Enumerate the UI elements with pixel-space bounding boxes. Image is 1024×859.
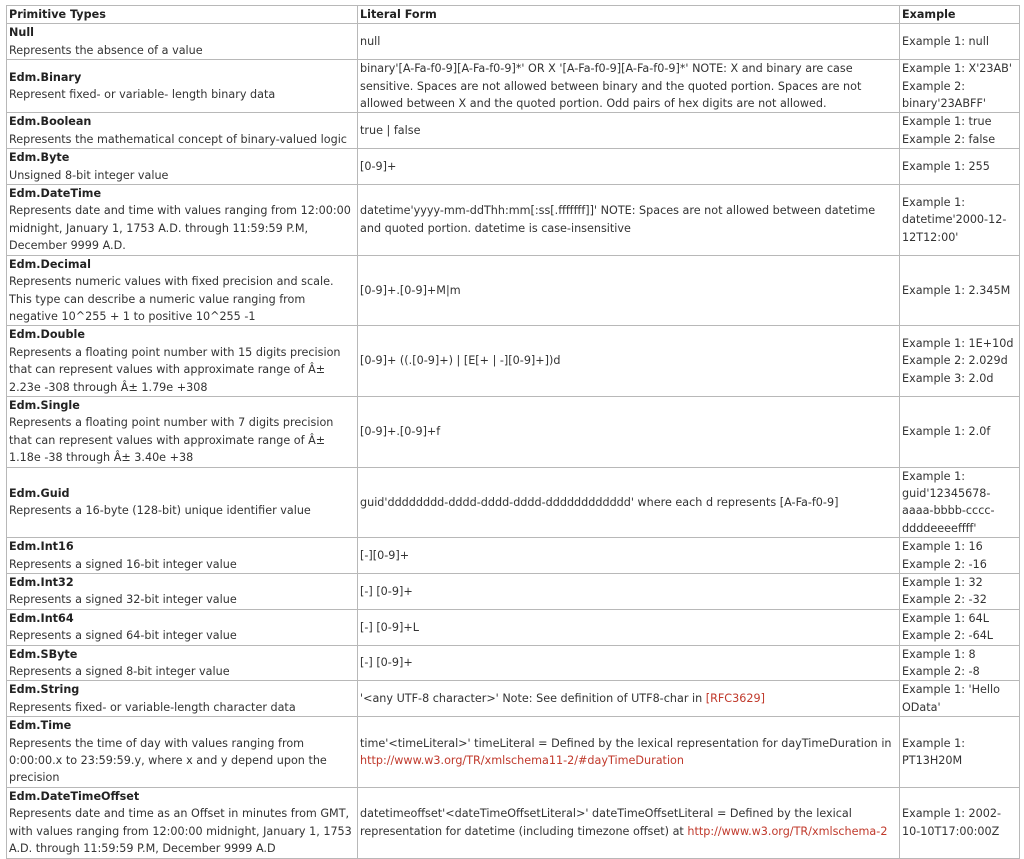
example-cell (900, 787, 1020, 858)
literal-cell: binary'[A-Fa-f0-9][A-Fa-f0-9]*' OR X '[A-Fa-f0-9][A-Fa-f0-9]*' NOTE: X and binary are case sensitive. Spaces are not allowed between binary and the quoted portion. Spaces are not allowed between X and the quoted portion. Odd pairs of hex digits are not allowed. (358, 60, 900, 113)
example-line: Example 1: 1E+10d (902, 337, 1014, 351)
example-line: Example 2: -64L (902, 629, 994, 643)
example-cell (900, 467, 1020, 538)
table-row (7, 149, 1020, 185)
example-cell (900, 574, 1020, 610)
type-description: Represent fixed- or variable- length binary data (9, 88, 276, 102)
example-line: Example 1: null (902, 35, 989, 49)
literal-cell: [0-9]+.[0-9]+M|m (358, 255, 900, 326)
type-name: Edm.SByte (9, 647, 78, 661)
type-description: Represents date and time with values ranging from 12:00:00 midnight, January 1, 1753 A.D. through 11:59:59 P.M, December 9999 A.D. (9, 204, 351, 253)
type-description: Represents a signed 64-bit integer value (9, 629, 237, 643)
header-row (7, 6, 1020, 24)
example-cell (900, 645, 1020, 681)
example-line: Example 1: 255 (902, 159, 990, 173)
type-description: Represents date and time as an Offset in minutes from GMT, with values ranging from 12:00:00 midnight, January 1, 1753 A.D. through 11:59:59 P.M, December 9999 A.D (9, 807, 352, 856)
table-row (7, 326, 1020, 397)
table-row (7, 645, 1020, 681)
type-name: Edm.DateTime (9, 187, 102, 201)
type-name: Edm.Int16 (9, 540, 74, 554)
example-cell (900, 255, 1020, 326)
type-name: Edm.Boolean (9, 115, 92, 129)
type-cell (7, 149, 358, 185)
literal-cell: [-][0-9]+ (358, 538, 900, 574)
type-cell (7, 538, 358, 574)
example-cell (900, 24, 1020, 60)
example-line: Example 3: 2.0d (902, 371, 994, 385)
example-line: Example 2: -8 (902, 665, 980, 679)
type-cell (7, 255, 358, 326)
primitive-types-table (6, 5, 1020, 859)
table-row (7, 185, 1020, 256)
type-name: Edm.Binary (9, 70, 82, 84)
table-row (7, 787, 1020, 858)
type-description: Represents numeric values with fixed precision and scale. This type can describe a numeric value ranging from negative 10^255 + 1 to positive 10^255 -1 (9, 275, 334, 323)
type-name: Null (9, 26, 34, 40)
rfc3629-link[interactable]: [RFC3629] (705, 692, 765, 706)
table-row (7, 574, 1020, 610)
example-cell (900, 60, 1020, 113)
literal-text: '<any UTF-8 character>' Note: See definition of UTF8-char in (360, 692, 706, 706)
type-name: Edm.Int64 (9, 611, 74, 625)
example-line: Example 1: 2002-10-10T17:00:00Z (902, 807, 1002, 838)
type-cell (7, 113, 358, 149)
literal-cell (358, 787, 900, 858)
example-line: Example 1: 2.0f (902, 425, 991, 439)
header-primitive-types: Primitive Types (7, 6, 358, 24)
example-cell (900, 113, 1020, 149)
type-name: Edm.Guid (9, 486, 70, 500)
literal-cell (358, 717, 900, 788)
example-line: Example 1: true (902, 115, 992, 129)
table-row (7, 681, 1020, 717)
xmlschema11-link[interactable]: http://www.w3.org/TR/xmlschema11-2/#dayTimeDuration (360, 754, 684, 768)
type-cell (7, 60, 358, 113)
literal-cell: [0-9]+.[0-9]+f (358, 396, 900, 467)
literal-cell: guid'dddddddd-dddd-dddd-dddd-dddddddddddd' where each d represents [A-Fa-f0-9] (358, 467, 900, 538)
type-cell (7, 787, 358, 858)
example-line: Example 1: 8 (902, 647, 976, 661)
example-cell (900, 681, 1020, 717)
type-name: Edm.DateTimeOffset (9, 789, 140, 803)
type-description: Represents a floating point number with 15 digits precision that can represent values with approximate range of Â± 2.23e -308 through Â± 1.79e +308 (9, 345, 341, 394)
example-cell (900, 717, 1020, 788)
type-cell (7, 467, 358, 538)
type-name: Edm.Byte (9, 151, 70, 165)
literal-cell: [-] [0-9]+ (358, 645, 900, 681)
header-example: Example (900, 6, 1020, 24)
table-row (7, 538, 1020, 574)
example-line: Example 2: 2.029d (902, 354, 1008, 368)
literal-text: datetimeoffset'<dateTimeOffsetLiteral>' dateTimeOffsetLiteral = Defined by the lexical representation for datetime (including timezone offset) at (360, 807, 852, 838)
literal-cell: [0-9]+ (358, 149, 900, 185)
literal-cell: datetime'yyyy-mm-ddThh:mm[:ss[.fffffff]]' NOTE: Spaces are not allowed between datetime and quoted portion. datetime is case-insensitive (358, 185, 900, 256)
type-name: Edm.Single (9, 398, 80, 412)
literal-cell: true | false (358, 113, 900, 149)
table-row (7, 60, 1020, 113)
type-cell (7, 396, 358, 467)
literal-cell: [0-9]+ ((.[0-9]+) | [E[+ | -][0-9]+])d (358, 326, 900, 397)
literal-cell: null (358, 24, 900, 60)
type-description: Represents the absence of a value (9, 43, 203, 57)
example-cell (900, 326, 1020, 397)
example-line: Example 1: 64L (902, 611, 990, 625)
type-name: Edm.String (9, 683, 80, 697)
xmlschema2-link[interactable]: http://www.w3.org/TR/xmlschema-2 (687, 824, 888, 838)
type-description: Unsigned 8-bit integer value (9, 168, 169, 182)
literal-cell: [-] [0-9]+ (358, 574, 900, 610)
example-line: Example 2: -16 (902, 557, 987, 571)
type-description: Represents the mathematical concept of binary-valued logic (9, 132, 347, 146)
type-cell (7, 185, 358, 256)
example-cell (900, 538, 1020, 574)
example-line: Example 1: 16 (902, 540, 983, 554)
example-line: Example 1: X'23AB' (902, 62, 1012, 76)
type-cell (7, 681, 358, 717)
example-line: Example 2: binary'23ABFF' (902, 79, 986, 111)
header-literal-form: Literal Form (358, 6, 900, 24)
table-row (7, 24, 1020, 60)
type-description: Represents a signed 32-bit integer value (9, 593, 237, 607)
type-description: Represents the time of day with values ranging from 0:00:00.x to 23:59:59.y, where x and y depend upon the precision (9, 736, 327, 785)
example-line: Example 1: 'Hello OData' (902, 683, 1000, 714)
table-row (7, 467, 1020, 538)
example-cell (900, 609, 1020, 645)
type-cell (7, 574, 358, 610)
type-cell (7, 24, 358, 60)
table-row (7, 609, 1020, 645)
example-line: Example 1: 32 (902, 576, 983, 589)
example-line: Example 1: guid'12345678-aaaa-bbbb-cccc-ddddeeeeffff' (902, 469, 995, 535)
type-description: Represents a 16-byte (128-bit) unique identifier value (9, 504, 311, 518)
type-name: Edm.Decimal (9, 257, 91, 271)
example-line: Example 1: PT13H20M (902, 736, 965, 768)
type-name: Edm.Int32 (9, 576, 74, 589)
literal-cell (358, 681, 900, 717)
example-cell (900, 396, 1020, 467)
type-cell (7, 645, 358, 681)
type-description: Represents a floating point number with 7 digits precision that can represent values with approximate range of Â± 1.18e -38 through Â± 3.40e +38 (9, 416, 334, 465)
type-name: Edm.Time (9, 719, 72, 733)
type-cell (7, 717, 358, 788)
type-cell (7, 326, 358, 397)
example-cell (900, 185, 1020, 256)
literal-text: time'<timeLiteral>' timeLiteral = Defined by the lexical representation for dayTimeDuration in (360, 736, 892, 750)
literal-cell: [-] [0-9]+L (358, 609, 900, 645)
type-name: Edm.Double (9, 328, 85, 342)
table-row (7, 717, 1020, 788)
type-description: Represents fixed- or variable-length character data (9, 700, 296, 714)
table-row (7, 255, 1020, 326)
table-row (7, 396, 1020, 467)
example-line: Example 1: 2.345M (902, 283, 1011, 297)
example-line: Example 2: false (902, 132, 996, 146)
example-line: Example 1: datetime'2000-12-12T12:00' (902, 195, 1007, 244)
type-description: Represents a signed 16-bit integer value (9, 557, 237, 571)
example-cell (900, 149, 1020, 185)
type-description: Represents a signed 8-bit integer value (9, 665, 230, 679)
type-cell (7, 609, 358, 645)
example-line: Example 2: -32 (902, 593, 987, 607)
table-row (7, 113, 1020, 149)
